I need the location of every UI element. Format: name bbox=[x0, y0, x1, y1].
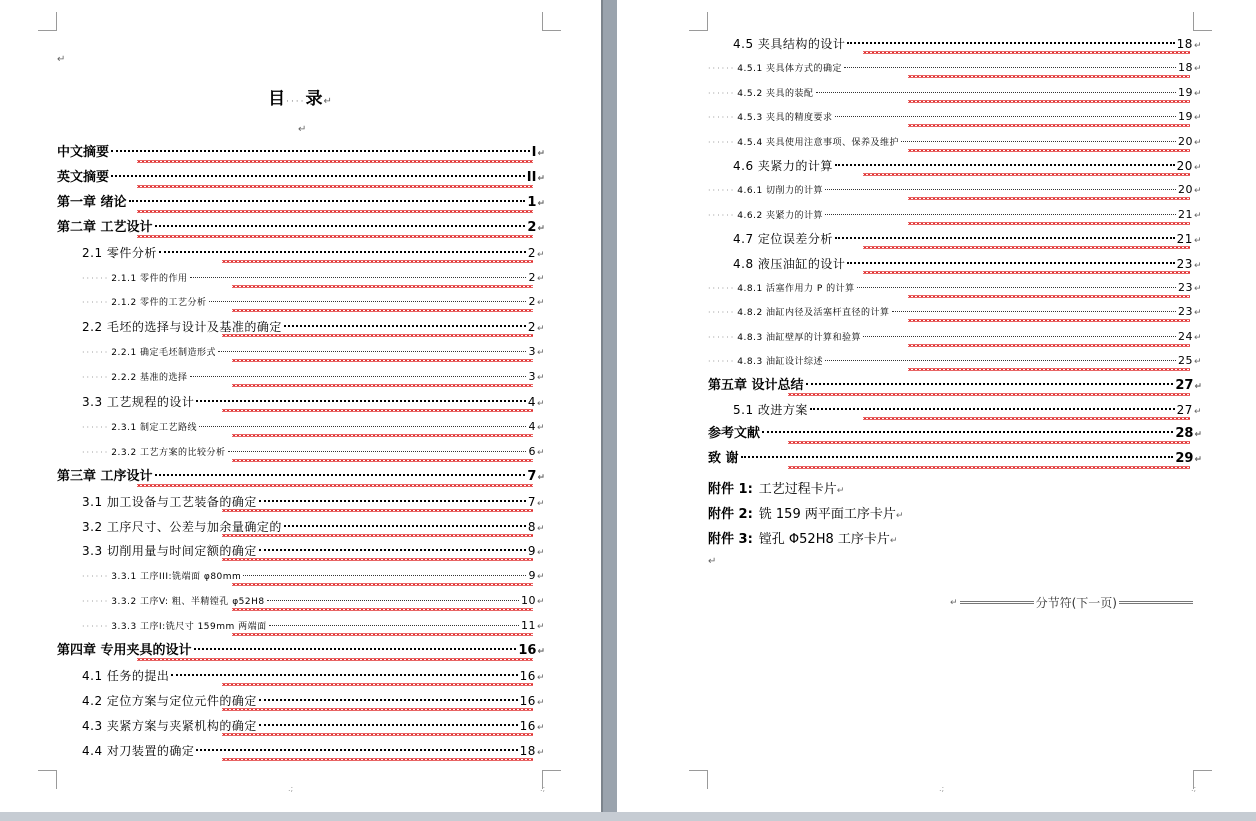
toc-page-number: 18 bbox=[1177, 61, 1193, 75]
toc-entry-text: 4.3 夹紧方案与夹紧机构的确定 bbox=[82, 718, 257, 733]
toc-dot-leader bbox=[194, 648, 517, 650]
toc-dot-leader bbox=[762, 431, 1173, 433]
toc-indent-dots: ······ bbox=[82, 298, 110, 308]
toc-entry-text: 3.1 加工设备与工艺装备的确定 bbox=[82, 494, 257, 509]
spellcheck-underline bbox=[908, 368, 1190, 371]
paragraph-mark: ↵ bbox=[536, 298, 545, 309]
annex-text: 铣 159 两平面工序卡片 bbox=[758, 507, 896, 522]
spellcheck-underline bbox=[863, 246, 1190, 249]
toc-indent-dots: ······ bbox=[82, 422, 110, 432]
toc-entry-text: 5.1 改进方案 bbox=[733, 403, 808, 417]
toc-page-number: 10 bbox=[520, 594, 536, 608]
annex-entry[interactable] bbox=[708, 478, 844, 497]
paragraph-mark: ↵ bbox=[1193, 163, 1202, 173]
toc-dot-leader bbox=[190, 376, 527, 377]
toc-dot-leader bbox=[835, 116, 1176, 117]
annex-label: 附件 3: bbox=[708, 532, 753, 547]
spellcheck-underline bbox=[232, 633, 533, 636]
paragraph-mark: ↵ bbox=[1193, 236, 1202, 247]
spellcheck-underline bbox=[232, 359, 533, 362]
toc-title-left: 目 bbox=[268, 89, 287, 109]
toc-entry-text: 2.1.2 零件的工艺分析 bbox=[111, 298, 207, 309]
spellcheck-underline bbox=[232, 285, 533, 288]
toc-entry-text: 4.5.1 夹具体方式的确定 bbox=[737, 64, 843, 75]
status-bar-edge bbox=[0, 812, 1256, 821]
spellcheck-underline bbox=[863, 173, 1190, 176]
annex-text: 工艺过程卡片 bbox=[758, 482, 837, 497]
spellcheck-underline bbox=[222, 708, 533, 711]
toc-page-number: 18 bbox=[1176, 37, 1193, 51]
page-left bbox=[0, 0, 601, 812]
toc-entry-text: 4.2 定位方案与定位元件的确定 bbox=[82, 693, 257, 708]
paragraph-mark: ↵ bbox=[536, 373, 545, 384]
paragraph-mark: ↵ bbox=[1194, 430, 1202, 441]
paragraph-mark: ↵ bbox=[1194, 381, 1202, 392]
paragraph-mark: ↵ bbox=[537, 173, 545, 184]
spellcheck-underline bbox=[137, 658, 533, 661]
section-break[interactable] bbox=[950, 594, 1195, 611]
toc-dot-leader bbox=[857, 287, 1176, 288]
annex-text: 镗孔 Φ52H8 工序卡片 bbox=[758, 532, 890, 547]
paragraph-mark: ↵ bbox=[1193, 308, 1202, 319]
toc-entry-text: 第一章 绪论 bbox=[57, 194, 127, 210]
paragraph-mark: ↵ bbox=[537, 472, 545, 483]
paragraph-mark: ↵ bbox=[536, 548, 545, 559]
spellcheck-underline bbox=[908, 344, 1190, 347]
paragraph-mark: ↵ bbox=[537, 223, 545, 234]
spellcheck-underline bbox=[232, 608, 533, 611]
paragraph-mark: ↵ bbox=[536, 697, 545, 708]
toc-indent-dots: ······ bbox=[708, 186, 736, 196]
toc-entry-text: 英文摘要 bbox=[57, 169, 110, 185]
spellcheck-underline bbox=[863, 51, 1190, 54]
paragraph-mark: ↵ bbox=[536, 622, 545, 633]
toc-dot-leader bbox=[806, 383, 1174, 385]
crop-mark bbox=[38, 770, 57, 789]
spellcheck-underline bbox=[908, 295, 1190, 298]
toc-entry-text: 第四章 专用夹具的设计 bbox=[57, 643, 192, 658]
toc-dot-leader bbox=[190, 277, 527, 278]
toc-dot-leader bbox=[269, 625, 519, 626]
toc-entry-text: 3.2 工序尺寸、公差与加余量确定的 bbox=[82, 519, 282, 534]
paragraph-mark: ↵ bbox=[536, 399, 545, 409]
spellcheck-underline bbox=[222, 758, 533, 761]
toc-dot-leader bbox=[159, 251, 526, 253]
spellcheck-underline bbox=[232, 384, 533, 387]
paragraph-mark: ↵ bbox=[536, 348, 545, 359]
toc-entry-text: 4.6.2 夹紧力的计算 bbox=[737, 210, 824, 221]
toc-dot-leader bbox=[835, 164, 1175, 166]
toc-indent-dots: ······ bbox=[708, 308, 736, 318]
annex-entry[interactable] bbox=[708, 528, 897, 547]
toc-dot-leader bbox=[816, 92, 1176, 93]
toc-dot-leader bbox=[111, 175, 525, 177]
toc-entry-text: 2.3.2 工艺方案的比较分析 bbox=[111, 447, 226, 458]
toc-indent-dots: ······ bbox=[708, 137, 736, 147]
paragraph-mark: ↵ bbox=[536, 572, 545, 583]
toc-dot-leader bbox=[155, 225, 526, 227]
toc-dot-leader bbox=[844, 67, 1176, 68]
toc-page-number: 3 bbox=[528, 345, 536, 359]
paragraph-mark: ↵ bbox=[1193, 186, 1202, 197]
spellcheck-underline bbox=[222, 334, 533, 337]
spellcheck-underline bbox=[232, 309, 533, 312]
spellcheck-underline bbox=[908, 124, 1190, 127]
toc-page-number: 24 bbox=[1177, 329, 1193, 343]
toc-indent-dots: ······ bbox=[82, 572, 110, 582]
page-gap bbox=[603, 0, 617, 821]
spellcheck-underline bbox=[788, 441, 1190, 444]
toc-indent-dots: ······ bbox=[82, 348, 110, 358]
toc-page-number: 20 bbox=[1176, 159, 1193, 173]
paragraph-mark: ↵ bbox=[1193, 260, 1202, 271]
toc-page-number: 2 bbox=[527, 245, 536, 260]
crop-mark bbox=[1193, 12, 1212, 31]
paragraph-mark: ↵ bbox=[536, 447, 545, 458]
toc-dot-leader bbox=[218, 351, 526, 352]
spellcheck-underline bbox=[232, 434, 533, 437]
toc-indent-dots: ······ bbox=[708, 357, 736, 367]
paragraph-mark: ↵ bbox=[1193, 407, 1202, 417]
spellcheck-underline bbox=[222, 260, 533, 263]
toc-indent-dots: ······ bbox=[82, 622, 110, 632]
toc-page-number: 2 bbox=[528, 270, 536, 284]
paragraph-mark: ↵ bbox=[536, 747, 545, 758]
toc-page-number: 8 bbox=[527, 519, 536, 534]
spellcheck-underline bbox=[137, 484, 533, 487]
paragraph-mark: ↵ bbox=[298, 124, 307, 135]
toc-entry-text: 4.5.2 夹具的装配 bbox=[737, 88, 814, 99]
page-right bbox=[617, 0, 1256, 812]
paragraph-mark: ↵ bbox=[537, 647, 545, 657]
toc-entry-text: 4.6 夹紧力的计算 bbox=[733, 159, 833, 173]
toc-entry-text: 3.3 切削用量与时间定额的确定 bbox=[82, 544, 257, 559]
paragraph-mark: ↵ bbox=[537, 149, 545, 159]
toc-dot-leader bbox=[267, 600, 519, 601]
toc-dot-leader bbox=[810, 408, 1175, 410]
toc-dot-leader bbox=[284, 325, 526, 327]
toc-indent-dots: ······ bbox=[708, 210, 736, 220]
toc-entry-text: 4.8.3 油缸设计综述 bbox=[737, 357, 824, 368]
toc-entry-text: 4.4 对刀装置的确定 bbox=[82, 743, 195, 758]
toc-page-number: 2 bbox=[527, 320, 536, 335]
toc-page-number: 16 bbox=[519, 693, 536, 708]
toc-page-number: 3 bbox=[528, 370, 536, 384]
paragraph-mark: ↵ bbox=[950, 597, 958, 608]
toc-page-number: 4 bbox=[528, 419, 536, 433]
spellcheck-underline bbox=[863, 271, 1190, 274]
toc-dot-leader bbox=[259, 500, 526, 502]
paragraph-mark: ↵ bbox=[708, 556, 717, 567]
section-break-line bbox=[960, 601, 1034, 604]
toc-page-number: 18 bbox=[519, 743, 536, 758]
toc-dot-leader bbox=[847, 262, 1174, 264]
annex-label: 附件 1: bbox=[708, 482, 753, 497]
toc-dot-leader bbox=[171, 674, 517, 676]
footer-mark: .; bbox=[288, 784, 294, 793]
crop-mark bbox=[689, 12, 708, 31]
toc-page-number: 20 bbox=[1177, 183, 1193, 197]
toc-entry-text: 致 谢 bbox=[708, 450, 739, 466]
toc-dot-leader bbox=[111, 150, 530, 152]
toc-entry-text: 2.1 零件分析 bbox=[82, 245, 157, 260]
spellcheck-underline bbox=[863, 417, 1190, 420]
toc-page-number: 6 bbox=[528, 444, 536, 458]
crop-mark bbox=[38, 12, 57, 31]
annex-label: 附件 2: bbox=[708, 507, 753, 522]
toc-title[interactable] bbox=[0, 84, 601, 109]
toc-page-number: 23 bbox=[1177, 281, 1193, 294]
toc-entry-text: 4.6.1 切削力的计算 bbox=[737, 186, 824, 197]
spellcheck-underline bbox=[222, 509, 533, 512]
paragraph-mark: ↵ bbox=[536, 324, 545, 335]
paragraph-mark: ↵ bbox=[1193, 210, 1202, 221]
spellcheck-underline bbox=[137, 160, 533, 163]
toc-page-number: 27 bbox=[1175, 377, 1194, 393]
paragraph-mark: ↵ bbox=[536, 422, 545, 433]
toc-entry-text: 2.1.1 零件的作用 bbox=[111, 273, 188, 284]
toc-entry-text: 2.2 毛坯的选择与设计及基准的确定 bbox=[82, 320, 282, 335]
toc-indent-dots: ······ bbox=[82, 373, 110, 383]
toc-page-number: 11 bbox=[520, 619, 536, 633]
paragraph-mark: ↵ bbox=[1193, 284, 1202, 294]
paragraph-mark: ↵ bbox=[536, 273, 545, 284]
annex-entry[interactable] bbox=[708, 503, 903, 522]
toc-entry-text: 4.8.2 油缸内径及活塞杆直径的计算 bbox=[737, 308, 890, 319]
paragraph-mark: ↵ bbox=[536, 523, 545, 534]
paragraph-mark: ↵ bbox=[323, 96, 333, 107]
toc-dot-leader bbox=[863, 336, 1176, 337]
paragraph-mark: ↵ bbox=[836, 486, 845, 496]
spellcheck-underline bbox=[137, 235, 533, 238]
toc-entry-text: 4.8 液压油缸的设计 bbox=[733, 256, 846, 271]
paragraph-mark: ↵ bbox=[536, 249, 545, 260]
paragraph-mark: ↵ bbox=[57, 54, 66, 65]
toc-entry-text: 4.7 定位误差分析 bbox=[733, 232, 833, 247]
toc-indent-dots: ······ bbox=[708, 88, 736, 98]
spellcheck-underline bbox=[222, 733, 533, 736]
toc-entry-text: 4.1 任务的提出 bbox=[82, 668, 170, 683]
paragraph-mark: ↵ bbox=[1193, 64, 1202, 75]
paragraph-mark: ↵ bbox=[895, 511, 904, 521]
spellcheck-underline bbox=[788, 466, 1190, 469]
toc-dot-leader bbox=[892, 311, 1176, 312]
toc-title-dots: ···· bbox=[286, 97, 306, 107]
paragraph-mark: ↵ bbox=[1193, 113, 1202, 124]
toc-dot-leader bbox=[196, 749, 517, 751]
paragraph-mark: ↵ bbox=[1193, 137, 1202, 148]
toc-dot-leader bbox=[228, 451, 527, 452]
crop-mark bbox=[689, 770, 708, 789]
toc-dot-leader bbox=[259, 549, 526, 551]
toc-dot-leader bbox=[196, 400, 525, 402]
spellcheck-underline bbox=[908, 197, 1190, 200]
spellcheck-underline bbox=[222, 409, 533, 412]
toc-dot-leader bbox=[825, 189, 1176, 190]
toc-page-number: 25 bbox=[1177, 354, 1193, 368]
toc-indent-dots: ······ bbox=[82, 597, 110, 607]
toc-entry-text: 4.5.4 夹具使用注意事项、保养及维护 bbox=[737, 137, 900, 148]
toc-entry-text: 3.3.1 工序III:铣端面 φ80mm bbox=[111, 572, 242, 583]
toc-entry-text: 参考文献 bbox=[708, 426, 761, 442]
spellcheck-underline bbox=[232, 459, 533, 462]
paragraph-mark: ↵ bbox=[536, 672, 545, 683]
toc-entry-text: 2.2.2 基准的选择 bbox=[111, 373, 188, 384]
toc-page-number: 9 bbox=[527, 544, 536, 559]
toc-page-number: 29 bbox=[1175, 450, 1194, 466]
toc-page-number: 23 bbox=[1176, 256, 1193, 271]
toc-page-number: I bbox=[531, 145, 537, 160]
toc-entry-text: 3.3.2 工序V: 粗、半精镗孔 φ52H8 bbox=[111, 597, 265, 608]
toc-entry-text: 第三章 工序设计 bbox=[57, 468, 153, 484]
toc-entry-text: 第五章 设计总结 bbox=[708, 377, 804, 393]
toc-page-number: 19 bbox=[1177, 85, 1193, 99]
spellcheck-underline bbox=[232, 583, 533, 586]
paragraph-mark: ↵ bbox=[536, 722, 545, 733]
toc-page-number: 20 bbox=[1177, 134, 1193, 148]
toc-page-number: 23 bbox=[1177, 305, 1193, 319]
toc-entry-text: 2.2.1 确定毛坯制造形式 bbox=[111, 348, 217, 359]
toc-page-number: 4 bbox=[527, 395, 536, 409]
toc-entry-text: 4.8.3 油缸壁厚的计算和验算 bbox=[737, 332, 862, 343]
spellcheck-underline bbox=[908, 75, 1190, 78]
toc-indent-dots: ······ bbox=[708, 113, 736, 123]
toc-entry-text: 中文摘要 bbox=[57, 145, 110, 160]
spellcheck-underline bbox=[788, 393, 1190, 396]
spellcheck-underline bbox=[222, 683, 533, 686]
paragraph-mark: ↵ bbox=[1193, 357, 1202, 368]
toc-dot-leader bbox=[243, 575, 526, 576]
paragraph-mark: ↵ bbox=[536, 597, 545, 608]
spellcheck-underline bbox=[222, 558, 533, 561]
toc-indent-dots: ······ bbox=[708, 332, 736, 342]
toc-entry-text: 4.5.3 夹具的精度要求 bbox=[737, 113, 833, 124]
toc-dot-leader bbox=[835, 237, 1175, 239]
toc-title-right: 录 bbox=[305, 89, 324, 109]
spellcheck-underline bbox=[908, 319, 1190, 322]
spellcheck-underline bbox=[908, 149, 1190, 152]
spellcheck-underline bbox=[137, 210, 533, 213]
toc-dot-leader bbox=[155, 474, 526, 476]
toc-entry-text: 4.8.1 活塞作用力 P 的计算 bbox=[737, 284, 855, 294]
toc-dot-leader bbox=[199, 426, 526, 427]
spellcheck-underline bbox=[137, 185, 533, 188]
toc-page-number: 28 bbox=[1175, 426, 1194, 442]
footer-mark: .; bbox=[1191, 784, 1197, 793]
toc-page-number: II bbox=[526, 169, 537, 185]
footer-mark: .; bbox=[540, 784, 546, 793]
toc-page-number: 19 bbox=[1177, 110, 1193, 124]
toc-dot-leader bbox=[129, 200, 526, 202]
toc-page-number: 9 bbox=[528, 569, 536, 583]
toc-dot-leader bbox=[259, 699, 518, 701]
toc-page-number: 27 bbox=[1176, 403, 1193, 417]
section-break-label: 分节符(下一页) bbox=[1035, 596, 1117, 610]
toc-entry-text: 2.3.1 制定工艺路线 bbox=[111, 422, 198, 433]
footer-mark: .; bbox=[939, 784, 945, 793]
toc-dot-leader bbox=[847, 42, 1174, 44]
toc-page-number: 2 bbox=[528, 295, 536, 309]
toc-indent-dots: ······ bbox=[708, 284, 736, 293]
toc-page-number: 21 bbox=[1176, 232, 1193, 247]
paragraph-mark: ↵ bbox=[1193, 88, 1202, 99]
toc-page-number: 16 bbox=[519, 668, 536, 683]
spellcheck-underline bbox=[908, 100, 1190, 103]
toc-entry-text: 3.3 工艺规程的设计 bbox=[82, 395, 195, 409]
paragraph-mark: ↵ bbox=[889, 536, 898, 546]
toc-entry-text: 第二章 工艺设计 bbox=[57, 219, 153, 235]
toc-indent-dots: ······ bbox=[82, 447, 110, 457]
toc-dot-leader bbox=[741, 456, 1174, 458]
toc-dot-leader bbox=[209, 301, 527, 302]
section-break-line bbox=[1119, 601, 1193, 604]
toc-dot-leader bbox=[284, 525, 526, 527]
toc-page-number: 16 bbox=[518, 643, 537, 658]
toc-dot-leader bbox=[825, 214, 1176, 215]
toc-page-number: 7 bbox=[527, 468, 537, 484]
toc-page-number: 21 bbox=[1177, 207, 1193, 221]
toc-page-number: 1 bbox=[527, 194, 537, 210]
toc-dot-leader bbox=[901, 141, 1176, 142]
toc-page-number: 7 bbox=[527, 494, 536, 509]
paragraph-mark: ↵ bbox=[537, 198, 545, 209]
toc-indent-dots: ······ bbox=[708, 64, 736, 74]
paragraph-mark: ↵ bbox=[1193, 41, 1202, 51]
toc-indent-dots: ······ bbox=[82, 273, 110, 283]
paragraph-mark: ↵ bbox=[1193, 332, 1202, 343]
toc-page-number: 2 bbox=[527, 219, 537, 235]
toc-entry-text: 4.5 夹具结构的设计 bbox=[733, 37, 846, 51]
toc-page-number: 16 bbox=[519, 718, 536, 733]
paragraph-mark: ↵ bbox=[1194, 454, 1202, 465]
toc-dot-leader bbox=[259, 724, 518, 726]
spellcheck-underline bbox=[908, 222, 1190, 225]
toc-entry-text: 3.3.3 工序I:铣尺寸 159mm 两端面 bbox=[111, 622, 267, 633]
crop-mark bbox=[542, 12, 561, 31]
spellcheck-underline bbox=[222, 534, 533, 537]
toc-dot-leader bbox=[825, 360, 1176, 361]
paragraph-mark: ↵ bbox=[536, 498, 545, 509]
